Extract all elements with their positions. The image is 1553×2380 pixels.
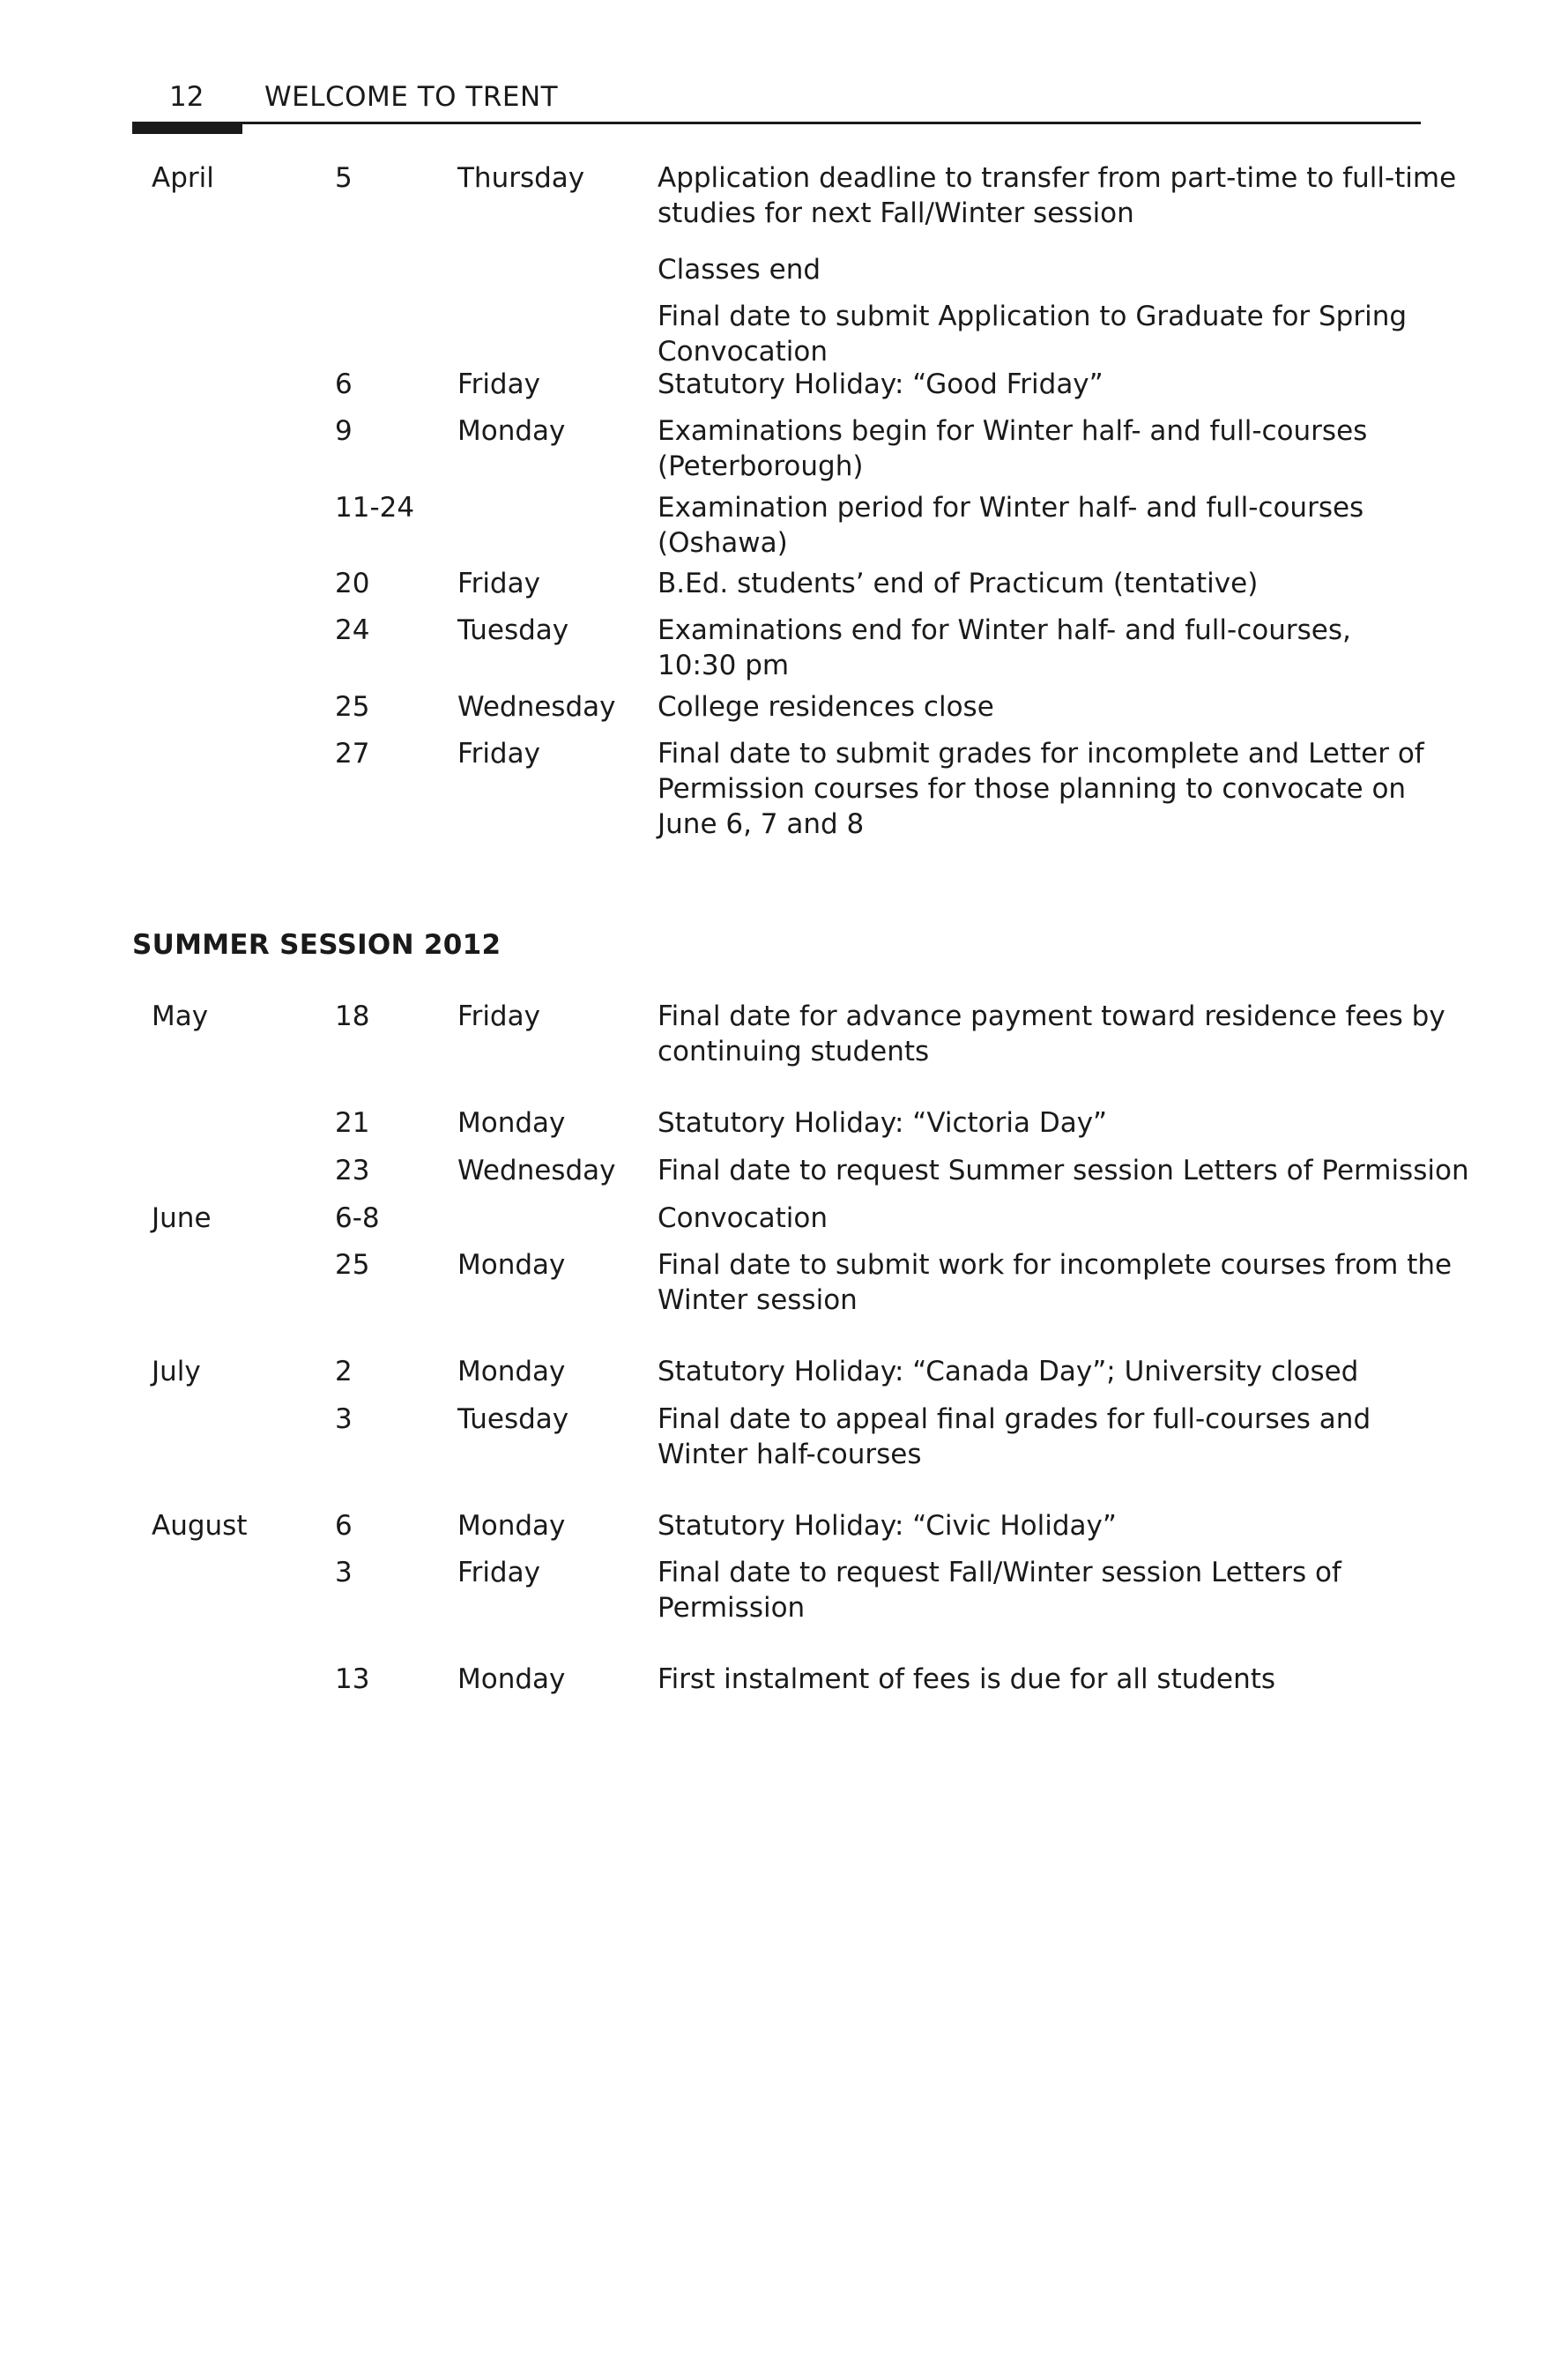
description-line: Final date to appeal final grades for full-courses and bbox=[658, 1403, 1371, 1435]
description-cell bbox=[658, 1201, 1416, 1236]
weekday-cell: Friday bbox=[457, 1000, 540, 1032]
day-cell: 6-8 bbox=[335, 1202, 380, 1234]
weekday-cell: Friday bbox=[457, 738, 540, 770]
running-title: WELCOME TO TRENT bbox=[264, 81, 559, 113]
description-line: First instalment of fees is due for all students bbox=[658, 1663, 1276, 1695]
weekday-cell: Monday bbox=[457, 415, 566, 447]
month-cell: August bbox=[152, 1510, 248, 1542]
description-line: Convocation bbox=[658, 336, 828, 368]
description-cell bbox=[658, 1508, 1416, 1543]
weekday-cell: Monday bbox=[457, 1356, 566, 1387]
day-cell: 5 bbox=[335, 162, 353, 194]
description-line: Convocation bbox=[658, 1202, 828, 1234]
weekday-cell: Thursday bbox=[457, 162, 585, 194]
weekday-cell: Tuesday bbox=[457, 1403, 569, 1435]
weekday-cell: Monday bbox=[457, 1107, 566, 1139]
day-cell: 25 bbox=[335, 1249, 370, 1281]
month-cell: May bbox=[152, 1000, 209, 1032]
weekday-cell: Wednesday bbox=[457, 691, 616, 723]
month-cell: June bbox=[152, 1202, 212, 1234]
day-cell: 25 bbox=[335, 691, 370, 723]
description-line: Final date to submit work for incomplete courses from the bbox=[658, 1249, 1453, 1281]
description-line: Final date to request Summer session Letters of Permission bbox=[658, 1155, 1469, 1186]
description-line: Statutory Holiday: “Good Friday” bbox=[658, 368, 1103, 400]
description-line: (Peterborough) bbox=[658, 450, 864, 482]
description-line: studies for next Fall/Winter session bbox=[658, 197, 1134, 229]
header-rule bbox=[132, 122, 1421, 124]
description-line: Examinations end for Winter half- and full-courses, bbox=[658, 614, 1351, 646]
day-cell: 9 bbox=[335, 415, 353, 447]
day-cell: 2 bbox=[335, 1356, 353, 1387]
description-line: Final date for advance payment toward residence fees by bbox=[658, 1000, 1445, 1032]
description-line: Final date to submit grades for incomplete and Letter of bbox=[658, 738, 1424, 770]
page-number: 12 bbox=[169, 81, 204, 113]
description-line: June 6, 7 and 8 bbox=[658, 808, 865, 840]
day-cell: 11-24 bbox=[335, 492, 415, 524]
description-line: Application deadline to transfer from part-time to full-time bbox=[658, 162, 1457, 194]
description-cell bbox=[658, 613, 1416, 683]
description-line: Winter session bbox=[658, 1284, 858, 1316]
description-cell bbox=[658, 736, 1424, 842]
description-line: Winter half-courses bbox=[658, 1439, 922, 1470]
description-line: continuing students bbox=[658, 1036, 930, 1067]
description-cell bbox=[658, 367, 1416, 402]
description-cell bbox=[658, 252, 1416, 287]
description-cell bbox=[658, 160, 1457, 231]
day-cell: 23 bbox=[335, 1155, 370, 1186]
weekday-cell: Wednesday bbox=[457, 1155, 616, 1186]
day-cell: 3 bbox=[335, 1403, 353, 1435]
weekday-cell: Friday bbox=[457, 1557, 540, 1588]
description-line: Statutory Holiday: “Canada Day”; University closed bbox=[658, 1356, 1359, 1387]
description-line: Statutory Holiday: “Civic Holiday” bbox=[658, 1510, 1117, 1542]
day-cell: 3 bbox=[335, 1557, 353, 1588]
description-cell bbox=[658, 1354, 1416, 1389]
day-cell: 18 bbox=[335, 1000, 370, 1032]
description-line: Final date to request Fall/Winter session Letters of bbox=[658, 1557, 1341, 1588]
weekday-cell: Friday bbox=[457, 568, 540, 599]
weekday-cell: Tuesday bbox=[457, 614, 569, 646]
description-cell bbox=[658, 299, 1416, 369]
description-cell bbox=[658, 1247, 1453, 1318]
description-line: Permission courses for those planning to convocate on bbox=[658, 773, 1407, 805]
day-cell: 24 bbox=[335, 614, 370, 646]
header-rule-accent bbox=[132, 123, 242, 134]
description-line: Classes end bbox=[658, 254, 821, 286]
month-cell: April bbox=[152, 162, 214, 194]
description-line: Examination period for Winter half- and full-courses bbox=[658, 492, 1364, 524]
section-heading: SUMMER SESSION 2012 bbox=[132, 929, 502, 961]
description-line: Statutory Holiday: “Victoria Day” bbox=[658, 1107, 1108, 1139]
day-cell: 21 bbox=[335, 1107, 370, 1139]
description-line: College residences close bbox=[658, 691, 994, 723]
description-cell bbox=[658, 490, 1416, 561]
description-cell bbox=[658, 689, 1416, 725]
month-cell: July bbox=[152, 1356, 201, 1387]
description-line: Examinations begin for Winter half- and full-courses bbox=[658, 415, 1368, 447]
description-cell bbox=[658, 1105, 1416, 1141]
description-cell bbox=[658, 1662, 1416, 1697]
day-cell: 20 bbox=[335, 568, 370, 599]
day-cell: 6 bbox=[335, 368, 353, 400]
description-line: Final date to submit Application to Graduate for Spring bbox=[658, 301, 1408, 332]
description-line: B.Ed. students’ end of Practicum (tentative) bbox=[658, 568, 1259, 599]
weekday-cell: Monday bbox=[457, 1663, 566, 1695]
description-cell bbox=[658, 999, 1445, 1069]
day-cell: 13 bbox=[335, 1663, 370, 1695]
description-cell bbox=[658, 566, 1416, 601]
running-header bbox=[132, 78, 1421, 136]
day-cell: 27 bbox=[335, 738, 370, 770]
description-cell bbox=[658, 413, 1416, 484]
description-line: 10:30 pm bbox=[658, 650, 790, 681]
weekday-cell: Monday bbox=[457, 1510, 566, 1542]
description-line: (Oshawa) bbox=[658, 527, 788, 559]
description-cell bbox=[658, 1555, 1416, 1625]
description-line: Permission bbox=[658, 1592, 806, 1624]
weekday-cell: Friday bbox=[457, 368, 540, 400]
description-cell bbox=[658, 1153, 1469, 1188]
day-cell: 6 bbox=[335, 1510, 353, 1542]
description-cell bbox=[658, 1402, 1416, 1472]
weekday-cell: Monday bbox=[457, 1249, 566, 1281]
